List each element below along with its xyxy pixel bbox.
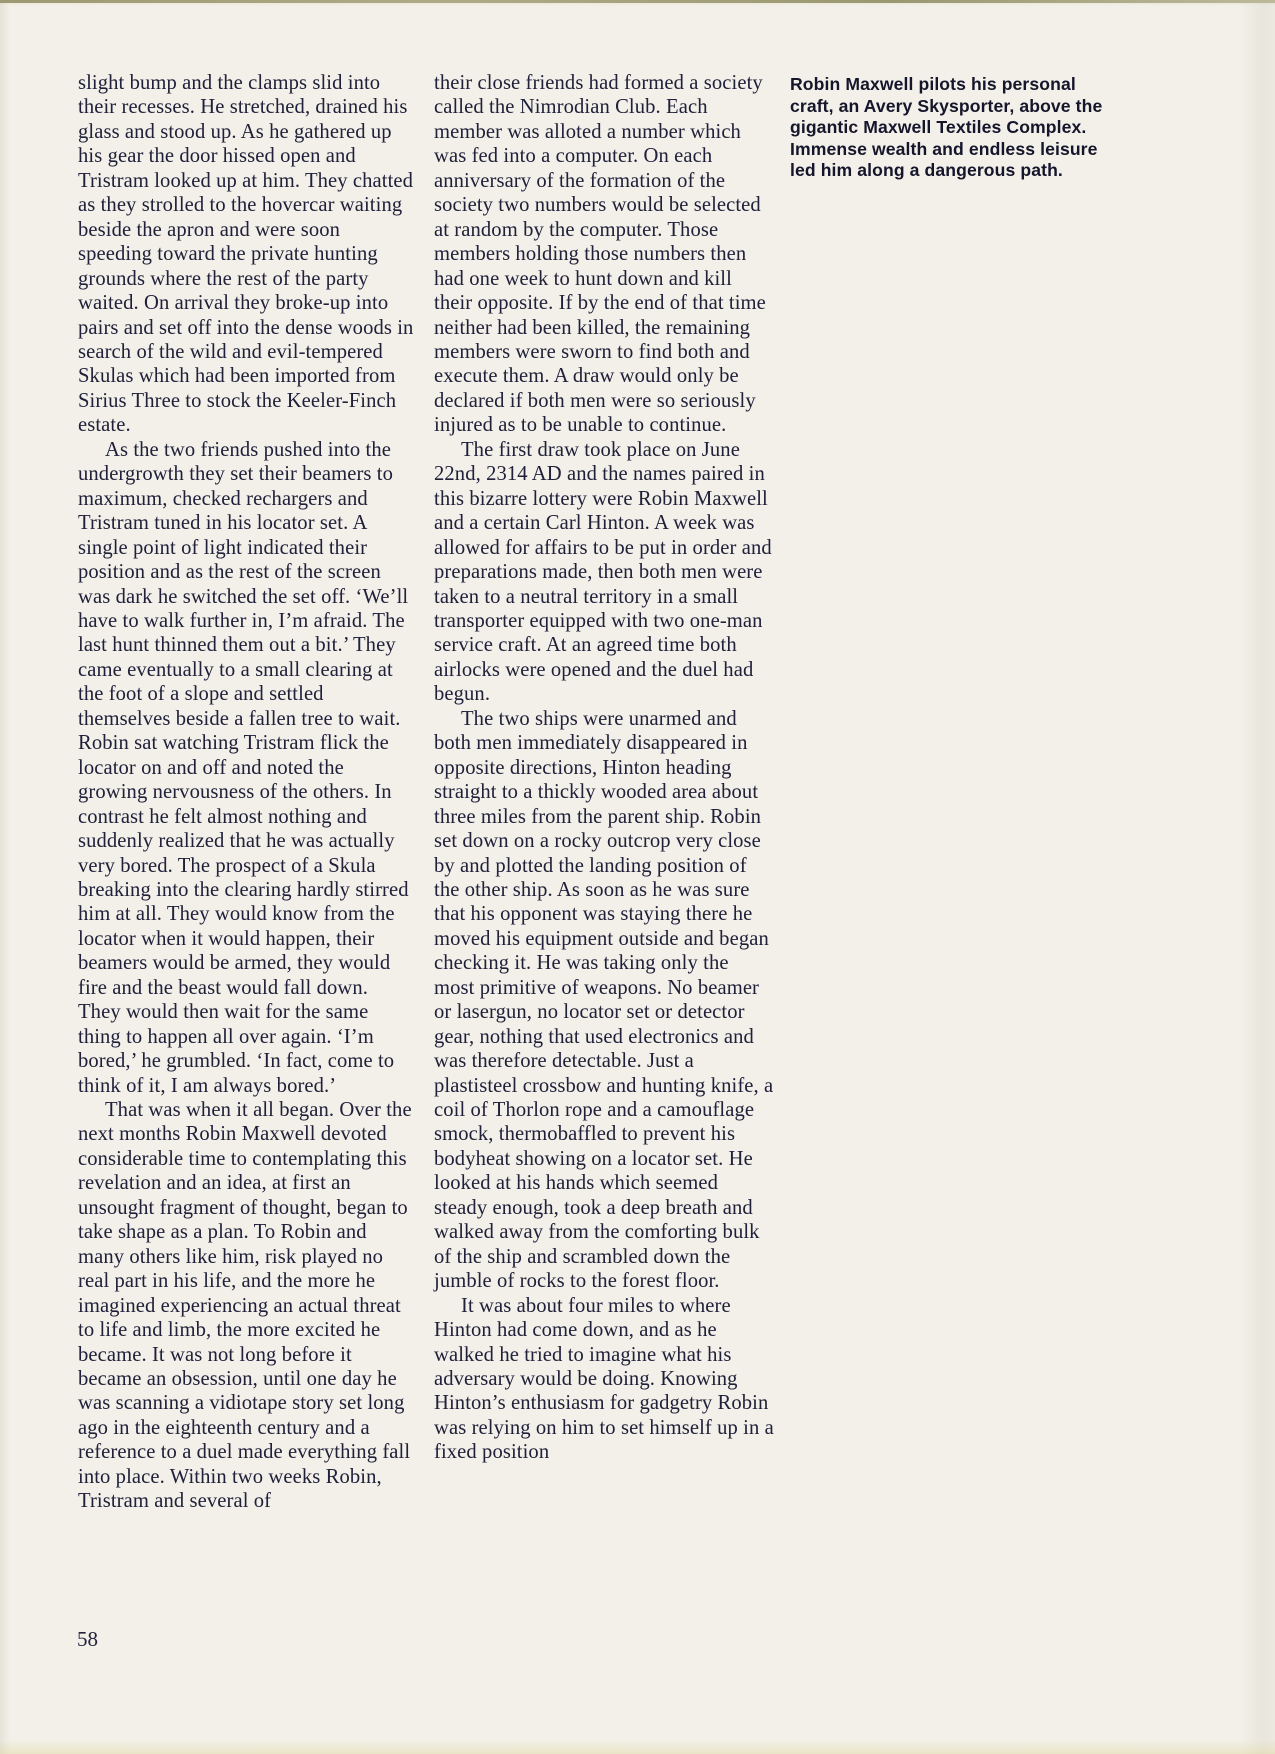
text-column-left [78,71,414,1514]
page-number: 58 [77,1627,98,1651]
body-paragraph: As the two friends pushed into the undergrowth they set their beamers to maximum, checked rechargers and Tristram tuned in his locator set. A single point of light indicated their position and as the rest of the screen was dark he switched the set off. ‘We’ll have to walk further in, I’m afraid. The last hunt thinned them out a bit.’ They came eventually to a small clearing at the foot of a slope and settled themselves beside a fallen tree to wait. Robin sat watching Tristram flick the locator on and off and noted the growing nervousness of the others. In contrast he felt almost nothing and suddenly realized that he was actually very bored. The prospect of a Skula breaking into the clearing hardly stirred him at all. They would know from the locator when it would happen, their beamers would be armed, they would fire and the beast would fall down. They would then wait for the same thing to happen all over again. ‘I’m bored,’ he grumbled. ‘In fact, come to think of it, I am always bored.’ [78,438,409,1097]
body-paragraph: That was when it all began. Over the next months Robin Maxwell devoted considerable time to contemplating this revelation and an idea, at first an unsought fragment of thought, began to take shape as a plan. To Robin and many others like him, risk played no real part in his life, and the more he imagined experiencing an actual threat to life and limb, the more excited he became. It was not long before it became an obsession, until one day he was scanning a vidiotape story set long ago in the eighteenth century and a reference to a duel made everything fall into place. Within two weeks Robin, Tristram and several of [78,1099,412,1513]
body-paragraph: The first draw took place on June 22nd, 2314 AD and the names paired in this bizarre lottery were Robin Maxwell and a certain Carl Hinton. A week was allowed for affairs to be put in order and preparations made, then both men were taken to a neutral territory in a small transporter equipped with two one-man service craft. At an agreed time both airlocks were opened and the duel had begun. [434,438,772,706]
page-top-edge [0,0,1275,3]
photo-caption: Robin Maxwell pilots his personal craft, an Avery Skysporter, above the gigantic Maxwell Textiles Complex. Immense wealth and endless leisure led him along a dangerous path. [790,74,1103,181]
text-column-middle [434,71,774,1465]
body-paragraph: slight bump and the clamps slid into their recesses. He stretched, drained his glass and stood up. As he gathered up his gear the door hissed open and Tristram looked up at him. They chatted as they strolled to the hovercar waiting beside the apron and were soon speeding toward the private hunting grounds where the rest of the party waited. On arrival they broke-up into pairs and set off into the dense woods in search of the wild and evil-tempered Skulas which had been imported from Sirius Three to stock the Keeler-Finch estate. [78,72,414,437]
body-paragraph: The two ships were unarmed and both men immediately disappeared in opposite directions, Hinton heading straight to a thickly wooded area about three miles from the parent ship. Robin set down on a rocky outcrop very close by and plotted the landing position of the other ship. As soon as he was sure that his opponent was staying there he moved his equipment outside and began checking it. He was taking only the most primitive of weapons. No beamer or lasergun, no locator set or detector gear, nothing that used electronics and was therefore detectable. Just a plastisteel crossbow and hunting knife, a coil of Thorlon rope and a camouflage smock, thermobaffled to prevent his bodyheat showing on a locator set. He looked at his hands which seemed steady enough, took a deep breath and walked away from the comforting bulk of the ship and scrambled down the jumble of rocks to the forest floor. [434,707,774,1293]
body-paragraph: It was about four miles to where Hinton had come down, and as he walked he tried to imagine what his adversary would be doing. Knowing Hinton’s enthusiasm for gadgetry Robin was relying on him to set himself up in a fixed position [434,1294,774,1464]
body-paragraph: their close friends had formed a society called the Nimrodian Club. Each member was alloted a number which was fed into a computer. On each anniversary of the formation of the society two numbers would be selected at random by the computer. Those members holding those numbers then had one week to hunt down and kill their opposite. If by the end of that time neither had been killed, the remaining members were sworn to find both and execute them. A draw would only be declared if both men were so seriously injured as to be unable to continue. [434,72,766,437]
